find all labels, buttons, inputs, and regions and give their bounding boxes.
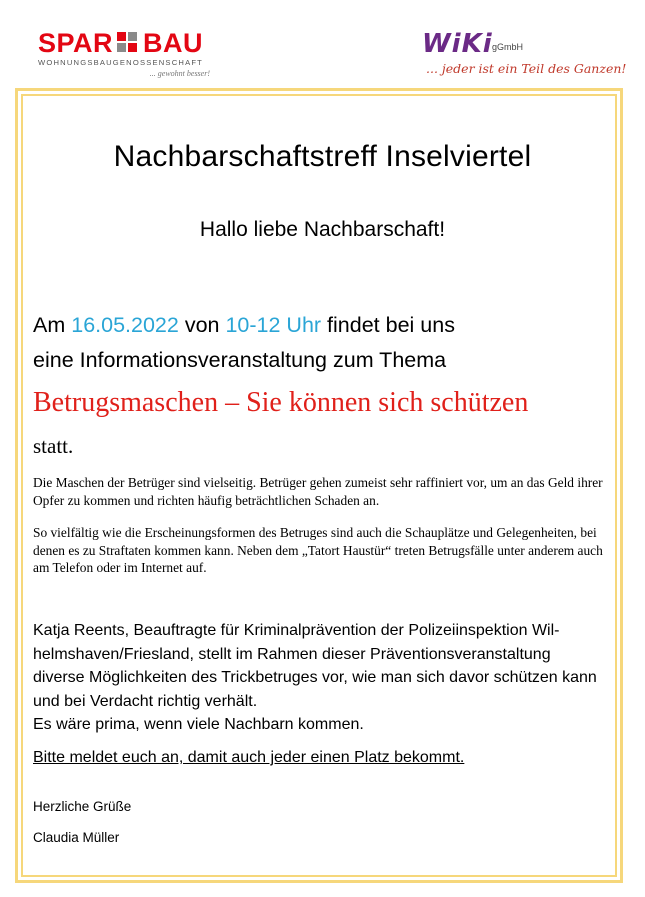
closing: Herzliche Grüße <box>33 799 132 814</box>
event-announcement <box>33 308 613 378</box>
sparbau-slogan: ... gewohnt besser! <box>149 69 210 78</box>
page-title: Nachbarschaftstreff Inselviertel <box>113 140 532 173</box>
paragraph-4: Es wäre prima, wenn viele Nachbarn kommen. <box>33 716 364 733</box>
lead-rest: findet bei uns <box>321 313 455 337</box>
spar-text: SPAR <box>38 28 114 58</box>
registration-call: Bitte meldet euch an, damit auch jeder einen Platz bekommt. <box>33 749 465 766</box>
greeting: Hallo liebe Nachbarschaft! <box>199 218 446 241</box>
sparbau-subtitle: WOHNUNGSBAUGENOSSENSCHAFT <box>38 58 204 67</box>
wiki-slogan: ... jeder ist ein Teil des Ganzen! <box>426 61 627 76</box>
bau-text: BAU <box>143 28 204 58</box>
wiki-gmbh: gGmbH <box>492 42 524 52</box>
squares-icon <box>117 32 139 52</box>
sparbau-logo <box>38 29 214 79</box>
event-date: 16.05.2022 <box>71 313 179 337</box>
lead-line2: eine Informationsveranstaltung zum Thema <box>33 348 447 372</box>
sparbau-wordmark <box>38 29 203 57</box>
event-time: 10-12 Uhr <box>225 313 322 337</box>
event-topic: Betrugsmaschen – Sie können sich schützen <box>33 387 529 418</box>
lead-am: Am <box>33 313 72 337</box>
paragraph-3: Katja Reents, Beauftragte für Kriminalprävention der Polizeiinspektion Wil-helmshaven/Friesland, stellt im Rahmen dieser Präventionsveranstaltung diverse Möglichkeiten des Trickbetruges vor, wie man sich davor schützen kann und bei Verdacht richtig verhält. <box>33 622 597 710</box>
wiki-wordmark: WiKi <box>422 29 493 59</box>
paragraph-1: Die Maschen der Betrüger sind vielseitig. Betrüger gehen zumeist sehr raffiniert vor, um an das Geld ihrer Opfer zu kommen und richten häufig beträchtlichen Schaden an. <box>33 475 603 508</box>
statt-text: statt. <box>33 434 74 458</box>
wiki-logo <box>422 29 627 80</box>
signature: Claudia Müller <box>33 830 120 845</box>
paragraph-2: So vielfältig wie die Erscheinungsformen des Betruges sind auch die Schauplätze und Gelegenheiten, bei denen es zu Straftaten kommen kann. Neben dem „Tatort Haustür“ treten Betrugsfälle unter anderem auch am Telefon oder im Internet auf. <box>33 525 603 575</box>
lead-von: von <box>178 313 226 337</box>
